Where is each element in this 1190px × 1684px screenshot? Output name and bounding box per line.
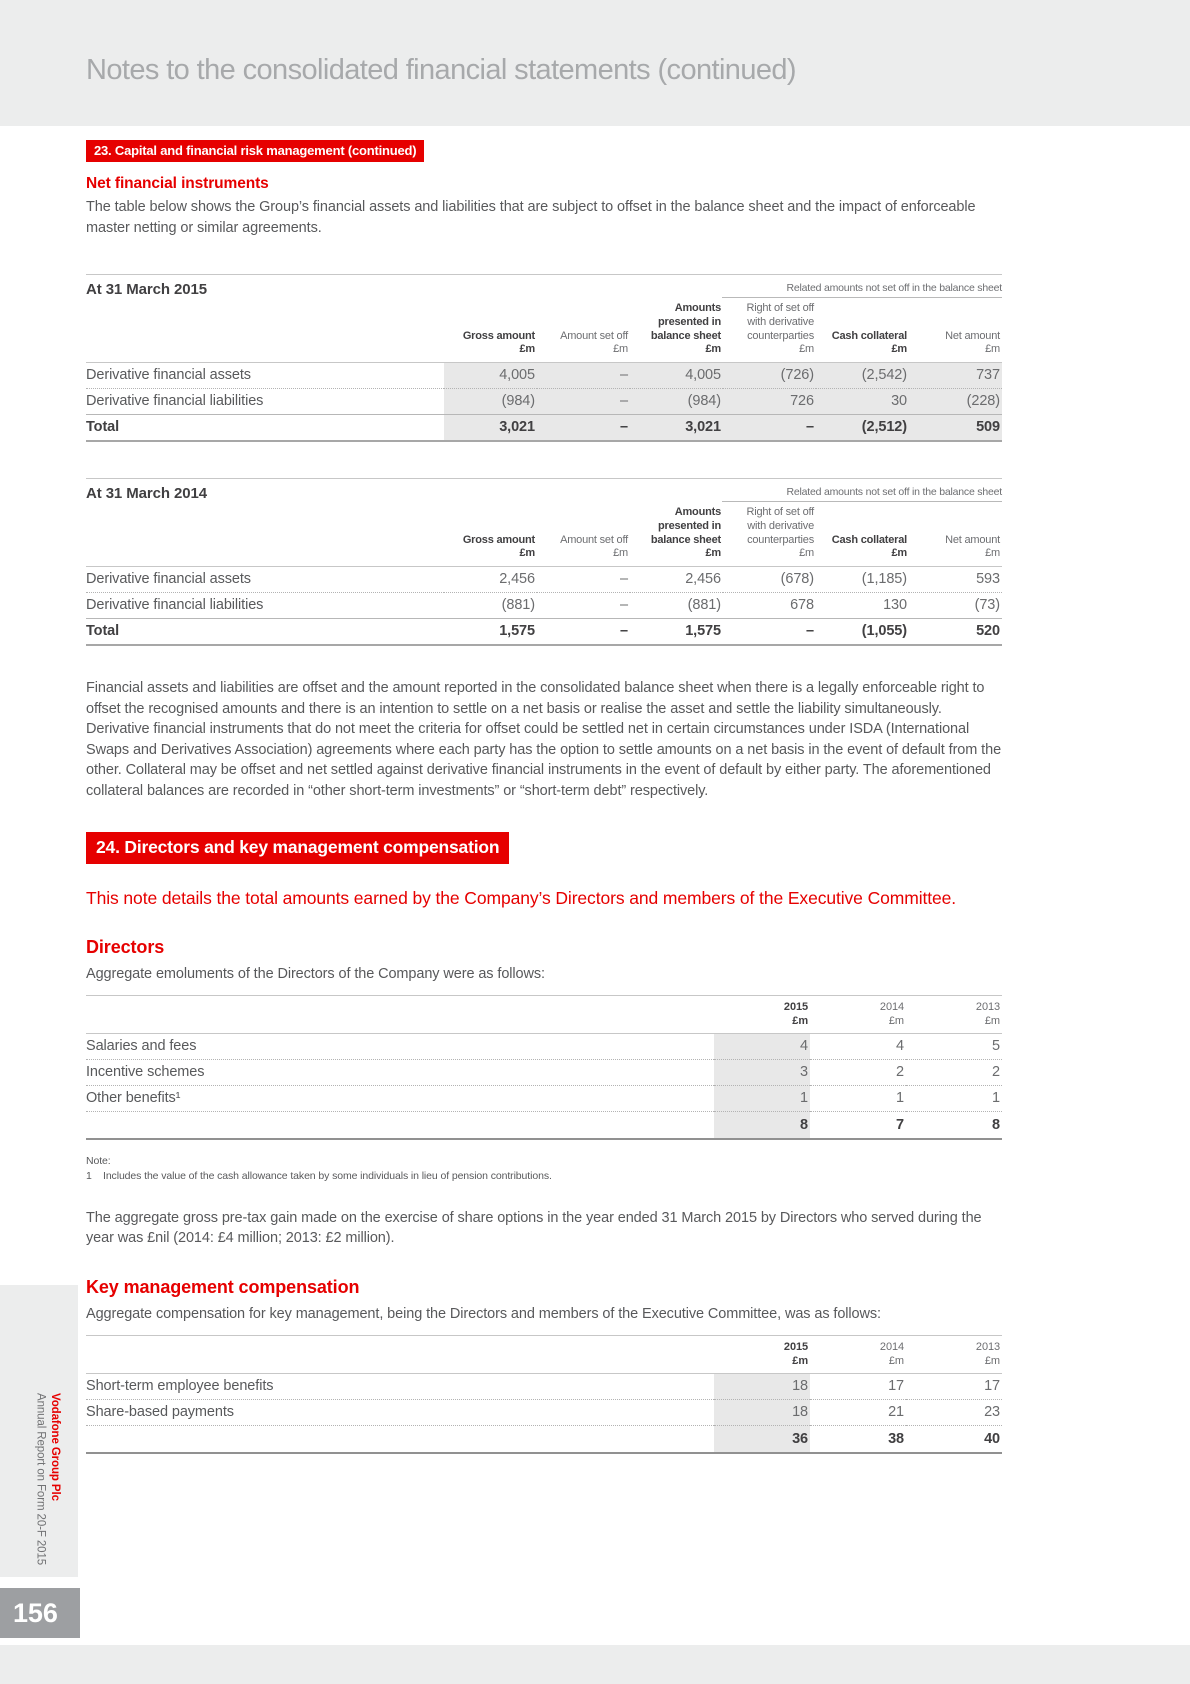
total-value: 40 — [906, 1426, 1002, 1454]
total-label — [86, 1426, 714, 1454]
table-row — [86, 1086, 1002, 1112]
total-value: 38 — [810, 1426, 906, 1454]
cell-value: (228) — [909, 389, 1002, 415]
cell-value: 21 — [810, 1400, 906, 1426]
cell-value: 130 — [816, 593, 909, 619]
offset-table-2015-caption — [86, 274, 1002, 298]
cell-value: (984) — [630, 389, 723, 415]
total-value: 1,575 — [444, 619, 537, 646]
cell-value: (678) — [723, 567, 816, 593]
table-row — [86, 1400, 1002, 1426]
row-label: Derivative financial liabilities — [86, 593, 444, 619]
total-value: 8 — [714, 1112, 810, 1140]
column-header: Gross amount £m — [444, 300, 537, 363]
page-header-banner — [0, 0, 1190, 126]
sidebar-strip — [0, 1285, 78, 1577]
total-label: Total — [86, 619, 444, 646]
page-title: Notes to the consolidated financial statements (continued) — [86, 54, 796, 86]
column-header: Amount set off £m — [537, 504, 630, 567]
total-value: 509 — [909, 415, 1002, 442]
total-value: 1,575 — [630, 619, 723, 646]
cell-value: 726 — [723, 389, 816, 415]
total-value: 36 — [714, 1426, 810, 1454]
cell-value: (2,542) — [816, 363, 909, 389]
table-row — [86, 567, 1002, 593]
cell-value: 1 — [714, 1086, 810, 1112]
total-value: – — [723, 619, 816, 646]
offset-table-2014 — [86, 478, 1002, 646]
cell-value: – — [537, 363, 630, 389]
total-value: – — [537, 415, 630, 442]
cell-value: 18 — [714, 1374, 810, 1400]
cell-value: 1 — [810, 1086, 906, 1112]
key-management-heading: Key management compensation — [86, 1276, 360, 1297]
cell-value: – — [537, 593, 630, 619]
column-header: Net amount £m — [909, 300, 1002, 363]
cell-value: 4 — [714, 1034, 810, 1060]
key-management-intro: Aggregate compensation for key management, being the Directors and members of the Executive Committee, was as follows: — [86, 1305, 881, 1322]
table-row — [86, 593, 1002, 619]
total-value: 520 — [909, 619, 1002, 646]
total-value: – — [723, 415, 816, 442]
directors-heading: Directors — [86, 936, 165, 957]
total-value: (1,055) — [816, 619, 909, 646]
total-value: 3,021 — [630, 415, 723, 442]
year-header-2014: 2014 £m — [810, 995, 906, 1034]
main-content — [86, 140, 1002, 1454]
cell-value: 17 — [906, 1374, 1002, 1400]
table-total-row — [86, 415, 1002, 442]
year-header-2013: 2013 £m — [906, 995, 1002, 1034]
column-header: Gross amount £m — [444, 504, 537, 567]
cell-value: 2,456 — [444, 567, 537, 593]
column-header: Right of set off with derivative counterparties £m — [723, 504, 816, 567]
cell-value: 4,005 — [630, 363, 723, 389]
offset-table-2014-title: At 31 March 2014 — [86, 485, 207, 503]
row-label: Derivative financial assets — [86, 363, 444, 389]
directors-table — [86, 995, 1002, 1141]
section-23-tag: 23. Capital and financial risk management (continued) — [86, 140, 424, 162]
table-total-row — [86, 619, 1002, 646]
cell-value: (726) — [723, 363, 816, 389]
cell-value: 3 — [714, 1060, 810, 1086]
sidebar-report-title: Annual Report on Form 20-F 2015 — [34, 1392, 47, 1565]
offset-table-2015 — [86, 274, 1002, 442]
cell-value: 2,456 — [630, 567, 723, 593]
cell-value: 4 — [810, 1034, 906, 1060]
offset-table-2015-title: At 31 March 2015 — [86, 281, 207, 299]
footer-band — [0, 1645, 1190, 1684]
cell-value: 737 — [909, 363, 1002, 389]
net-financial-instruments-intro: The table below shows the Group’s financial assets and liabilities that are subject to offset in the balance sheet and the impact of enforceable master netting or similar agreements. — [86, 199, 976, 236]
total-value: 7 — [810, 1112, 906, 1140]
footnote-label: Note: — [86, 1155, 111, 1168]
related-amounts-span-label: Related amounts not set off in the balance sheet — [722, 282, 1002, 298]
net-financial-instruments-heading: Net financial instruments — [86, 175, 269, 192]
footnote-number: 1 — [86, 1170, 92, 1183]
column-header: Amounts presented in balance sheet £m — [630, 504, 723, 567]
cell-value: 2 — [906, 1060, 1002, 1086]
total-value: (2,512) — [816, 415, 909, 442]
cell-value: 4,005 — [444, 363, 537, 389]
column-header: Amounts presented in balance sheet £m — [630, 300, 723, 363]
column-header: Net amount £m — [909, 504, 1002, 567]
cell-value: 5 — [906, 1034, 1002, 1060]
key-management-table — [86, 1335, 1002, 1455]
cell-value: (73) — [909, 593, 1002, 619]
row-label: Short-term employee benefits — [86, 1374, 714, 1400]
column-header: Amount set off £m — [537, 300, 630, 363]
directors-intro: Aggregate emoluments of the Directors of the Company were as follows: — [86, 965, 545, 982]
year-header-2013: 2013 £m — [906, 1335, 1002, 1374]
section-24-banner: 24. Directors and key management compensation — [86, 832, 509, 864]
table-row — [86, 363, 1002, 389]
cell-value: 2 — [810, 1060, 906, 1086]
footnote-block — [86, 1154, 1002, 1183]
share-options-paragraph: The aggregate gross pre-tax gain made on the exercise of share options in the year ended 31 March 2015 by Directors who served during the year was £nil (2014: £4 million; 2013: £2 million). — [86, 1209, 982, 1247]
cell-value: (984) — [444, 389, 537, 415]
column-header: Right of set off with derivative counterparties £m — [723, 300, 816, 363]
row-label: Derivative financial liabilities — [86, 389, 444, 415]
column-header-empty — [86, 300, 444, 363]
column-header-empty — [86, 504, 444, 567]
row-label: Incentive schemes — [86, 1060, 714, 1086]
cell-value: (881) — [444, 593, 537, 619]
column-header-empty — [86, 995, 714, 1034]
table-total-row — [86, 1112, 1002, 1140]
table-row — [86, 1374, 1002, 1400]
total-value: 3,021 — [444, 415, 537, 442]
cell-value: (1,185) — [816, 567, 909, 593]
total-label: Total — [86, 415, 444, 442]
section-24-lead: This note details the total amounts earned by the Company’s Directors and members of the Executive Committee. — [86, 887, 957, 908]
cell-value: (881) — [630, 593, 723, 619]
column-header: Cash collateral £m — [816, 300, 909, 363]
table-row — [86, 389, 1002, 415]
total-label — [86, 1112, 714, 1140]
cell-value: – — [537, 389, 630, 415]
cell-value: 17 — [810, 1374, 906, 1400]
row-label: Other benefits¹ — [86, 1086, 714, 1112]
column-header-empty — [86, 1335, 714, 1374]
cell-value: 30 — [816, 389, 909, 415]
cell-value: 18 — [714, 1400, 810, 1426]
table-row — [86, 1060, 1002, 1086]
page-number: 156 — [0, 1588, 80, 1638]
sidebar-brand: Vodafone Group Plc — [49, 1392, 61, 1501]
related-amounts-span-label: Related amounts not set off in the balance sheet — [722, 486, 1002, 502]
cell-value: 593 — [909, 567, 1002, 593]
cell-value: 678 — [723, 593, 816, 619]
column-header: Cash collateral £m — [816, 504, 909, 567]
year-header-2015: 2015 £m — [714, 1335, 810, 1374]
row-label: Share-based payments — [86, 1400, 714, 1426]
cell-value: – — [537, 567, 630, 593]
cell-value: 23 — [906, 1400, 1002, 1426]
total-value: 8 — [906, 1112, 1002, 1140]
table-total-row — [86, 1426, 1002, 1454]
row-label: Derivative financial assets — [86, 567, 444, 593]
year-header-2015: 2015 £m — [714, 995, 810, 1034]
offset-explanation-paragraph: Financial assets and liabilities are offset and the amount reported in the consolidated balance sheet when there is a legally enforceable right to offset the recognised amounts and there is an intention to settle on a net basis or realise the asset and settle the liability simultaneously. Derivative financial instruments that do not meet the criteria for offset could be settled net in certain circumstances under ISDA (International Swaps and Derivatives Association) agreements where each party has the option to settle amounts on a net basis in the event of default from the other. Collateral may be offset and net settled against derivative financial instruments in the event of default by either party. The aforementioned collateral balances are recorded in “other short-term investments” or “short-term debt” respectively. — [86, 680, 1002, 800]
year-header-2014: 2014 £m — [810, 1335, 906, 1374]
cell-value: 1 — [906, 1086, 1002, 1112]
total-value: – — [537, 619, 630, 646]
footnote-text: Includes the value of the cash allowance taken by some individuals in lieu of pension contributions. — [103, 1170, 552, 1183]
sidebar-vertical-text — [33, 1393, 62, 1565]
row-label: Salaries and fees — [86, 1034, 714, 1060]
table-row — [86, 1034, 1002, 1060]
offset-table-2014-caption — [86, 478, 1002, 502]
